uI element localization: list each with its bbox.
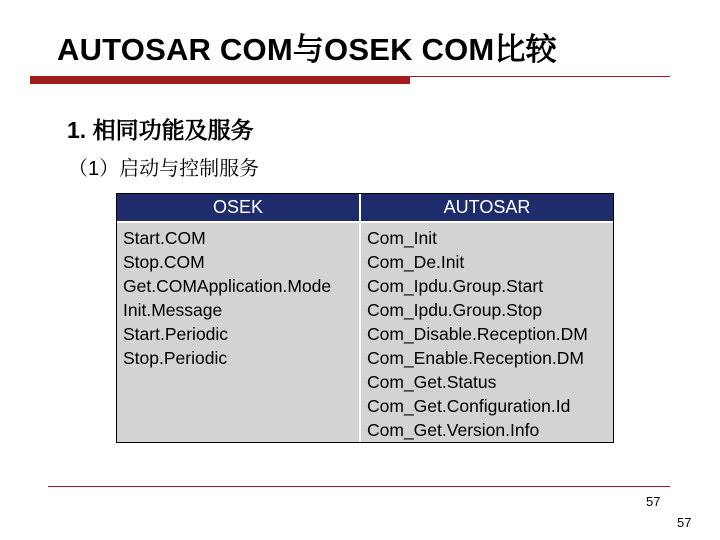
autosar-item: Com_Ipdu.Group.Stop: [367, 300, 543, 320]
footer-rule: [48, 486, 670, 487]
osek-item: Stop.Periodic: [123, 348, 228, 368]
osek-item: Get.COMApplication.Mode: [123, 276, 332, 296]
autosar-column: [361, 194, 613, 442]
autosar-item: Com_Init: [367, 228, 438, 248]
page-number: 57: [646, 494, 661, 509]
page-number-outer: 57: [677, 515, 692, 530]
autosar-item: Com_Disable.Reception.DM: [367, 324, 588, 344]
header-separator: [117, 221, 613, 223]
autosar-item: Com_Get.Configuration.Id: [367, 396, 571, 416]
osek-item: Start.COM: [123, 228, 206, 248]
osek-item: Start.Periodic: [123, 324, 229, 344]
osek-column-header: OSEK: [117, 194, 359, 221]
autosar-item: Com_Get.Status: [367, 372, 497, 392]
slide-title: AUTOSAR COM与OSEK COM比较: [57, 32, 557, 67]
osek-item: Stop.COM: [123, 252, 205, 272]
title-accent-bar: [30, 76, 410, 84]
osek-column: [117, 194, 359, 442]
section-subheading: （1）启动与控制服务: [68, 158, 260, 180]
osek-column-body: [117, 223, 359, 442]
autosar-item: Com_Get.Version.Info: [367, 420, 540, 440]
autosar-column-body: [361, 223, 613, 442]
autosar-item: Com_De.Init: [367, 252, 465, 272]
section-heading: 1. 相同功能及服务: [67, 117, 254, 143]
autosar-column-header: AUTOSAR: [361, 194, 613, 221]
comparison-table: [116, 193, 614, 443]
osek-item: Init.Message: [123, 300, 223, 320]
autosar-item: Com_Enable.Reception.DM: [367, 348, 584, 368]
autosar-item: Com_Ipdu.Group.Start: [367, 276, 544, 296]
